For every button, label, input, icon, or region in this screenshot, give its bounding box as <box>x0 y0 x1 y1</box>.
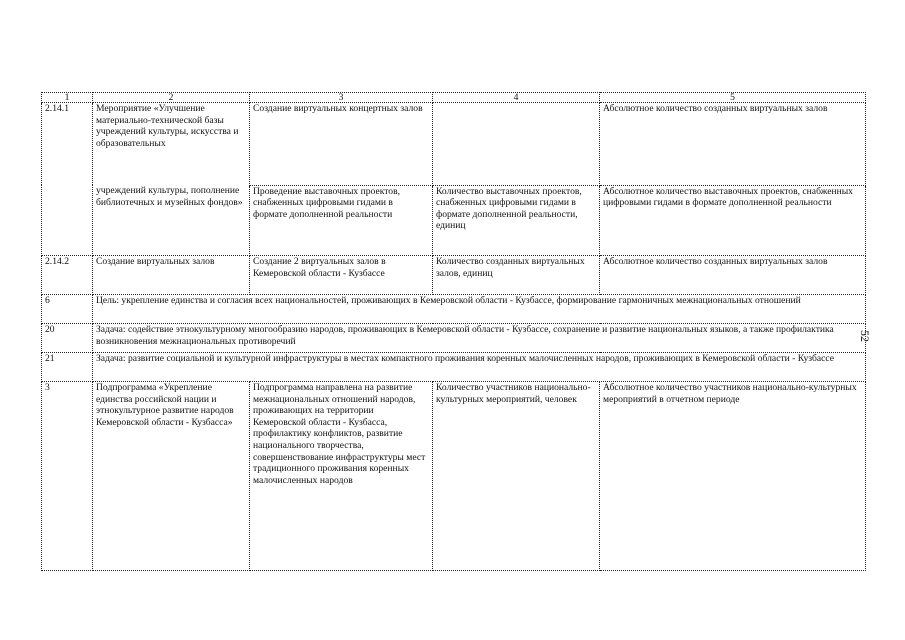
row-number: 3 <box>42 382 93 571</box>
header-col-3: 3 <box>250 93 433 103</box>
result-cell: Подпрограмма направлена на развитие межнациональных отношений народов, проживающих на территории Кемеровской области - Кузбасса, профилактику конфликтов, развитие национального творчества, совершенствование инфраструктуры мест традиционного проживания коренных малочисленных народов <box>250 382 433 571</box>
result-cell: Проведение выставочных проектов, снабженных цифровыми гидами в формате дополненной реальности <box>250 185 433 256</box>
row-number: 2.14.1 <box>42 103 93 256</box>
header-col-5: 5 <box>600 93 866 103</box>
row-number: 21 <box>42 353 93 382</box>
measure-cell: Мероприятие «Улучшение материально-технической базы учреждений культуры, искусства и образовательных <box>93 103 250 186</box>
goal-row <box>42 295 866 324</box>
method-cell: Абсолютное количество выставочных проектов, снабженных цифровыми гидами в формате дополненной реальности <box>600 185 866 256</box>
method-cell: Абсолютное количество созданных виртуальных залов <box>600 256 866 295</box>
measure-cell: Подпрограмма «Укрепление единства российской нации и этнокультурное развитие народов Кемеровской области - Кузбасса» <box>93 382 250 571</box>
table-row <box>42 103 866 186</box>
task-row <box>42 353 866 382</box>
header-col-2: 2 <box>93 93 250 103</box>
row-number: 6 <box>42 295 93 324</box>
header-col-1: 1 <box>42 93 93 103</box>
header-row <box>42 93 866 103</box>
table-row <box>42 382 866 571</box>
measure-cell: учреждений культуры, пополнение библиотечных и музейных фондов» <box>93 185 250 256</box>
row-number: 2.14.2 <box>42 256 93 295</box>
task-text: Задача: содействие этнокультурному многообразию народов, проживающих в Кемеровской области - Кузбассе, сохранение и развитие национальных языков, а также профилактика возникновения межнациональных противоречий <box>93 324 866 353</box>
result-cell: Создание виртуальных концертных залов <box>250 103 433 186</box>
row-number: 20 <box>42 324 93 353</box>
header-col-4: 4 <box>433 93 600 103</box>
indicator-cell: Количество созданных виртуальных залов, единиц <box>433 256 600 295</box>
result-cell: Создание 2 виртуальных залов в Кемеровской области - Кузбассе <box>250 256 433 295</box>
goal-text: Цель: укрепление единства и согласия всех национальностей, проживающих в Кемеровской области - Кузбассе, формирование гармоничных межнациональных отношений <box>93 295 866 324</box>
table-row <box>42 185 866 256</box>
task-text: Задача: развитие социальной и культурной инфраструктуры в местах компактного проживания коренных малочисленных народов, проживающих в Кемеровской области - Кузбассе <box>93 353 866 382</box>
method-cell: Абсолютное количество созданных виртуальных залов <box>600 103 866 186</box>
measure-cell: Создание виртуальных залов <box>93 256 250 295</box>
indicator-cell <box>433 103 600 186</box>
table-row <box>42 256 866 295</box>
method-cell: Абсолютное количество участников национально-культурных мероприятий в отчетном периоде <box>600 382 866 571</box>
indicators-table <box>41 92 866 571</box>
page-number: 52 <box>858 330 872 342</box>
task-row <box>42 324 866 353</box>
indicator-cell: Количество выставочных проектов, снабженных цифровыми гидами в формате дополненной реальности, единиц <box>433 185 600 256</box>
indicator-cell: Количество участников национально-культурных мероприятий, человек <box>433 382 600 571</box>
